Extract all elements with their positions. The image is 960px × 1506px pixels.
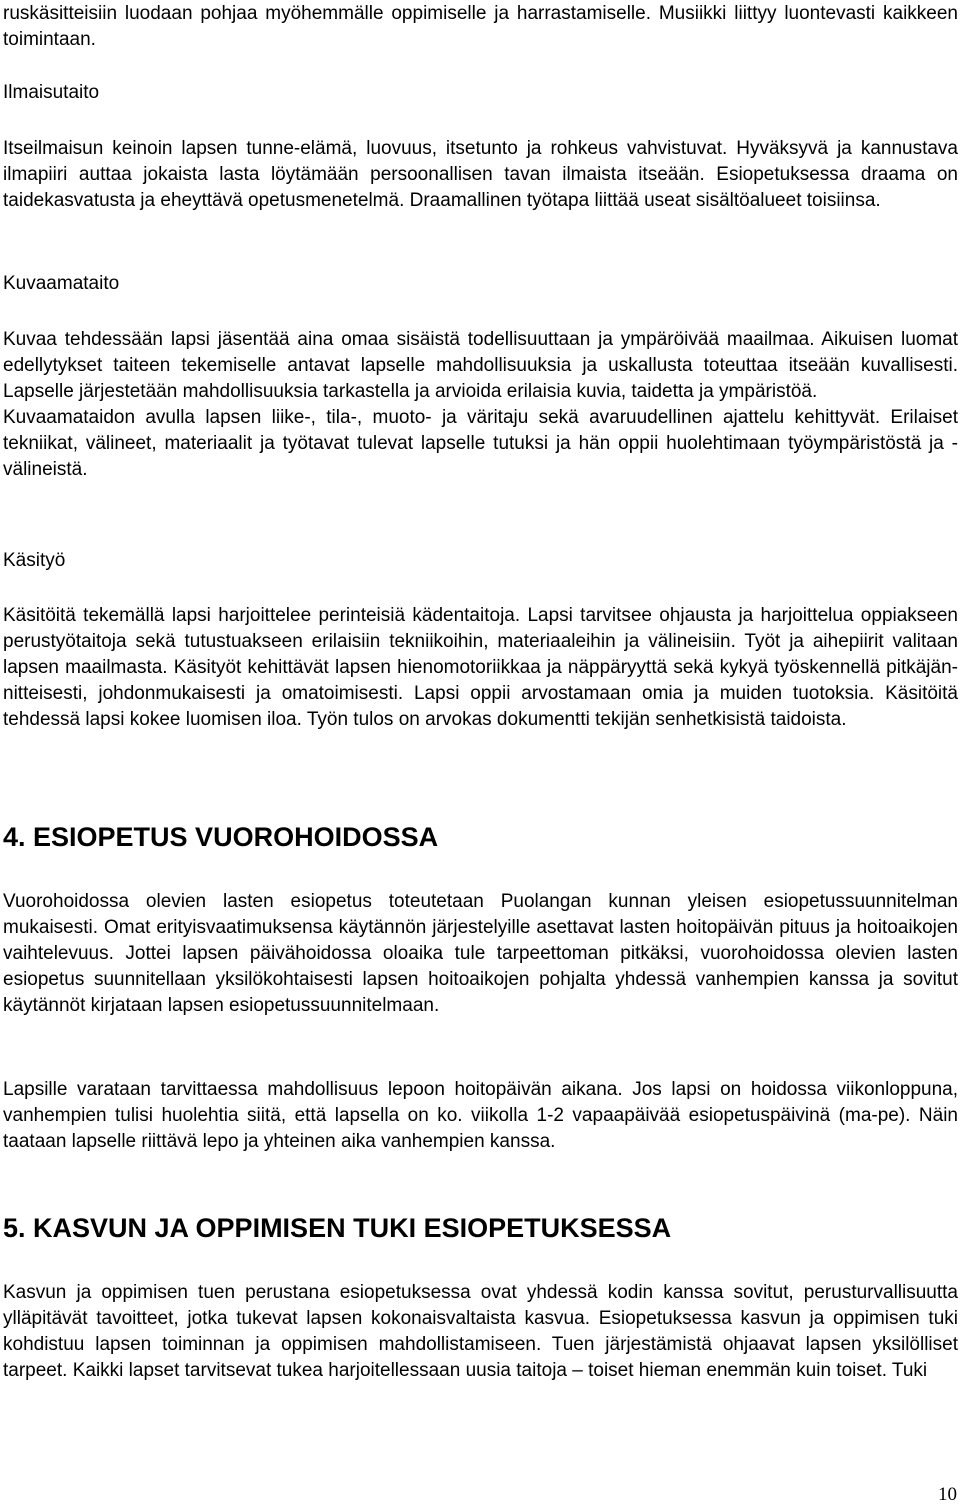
kuvaamataito-paragraph-2: Kuvaamataidon avulla lapsen liike-, tila-, muoto- ja väritaju sekä avaruudellinen ajattelu kehittyvät. Erilaiset tekniikat, välineet, materiaalit ja työtavat tulevat lapselle tutuksi ja hän oppii huolehtimaan työympäristöstä ja -välineistä. xyxy=(3,407,958,480)
section-5-heading: 5. KASVUN JA OPPIMISEN TUKI ESIOPETUKSESSA xyxy=(3,1213,672,1243)
kuvaamataito-paragraph-1: Kuvaa tehdessään lapsi jäsentää aina omaa sisäistä todellisuuttaan ja ympäröivää maailmaa. Aikuisen luomat edellytykset taiteen tekemiselle antavat lapselle mahdollisuuksia ja uskallusta toteuttaa itseään kuvallisesti. Lapselle järjestetään mahdollisuuksia tarkastella ja arvioida erilaisia kuvia, taidetta ja ympäristöä. xyxy=(3,329,958,402)
section-4-heading: 4. ESIOPETUS VUOROHOIDOSSA xyxy=(3,822,439,852)
ilmaisutaito-paragraph: Itseilmaisun keinoin lapsen tunne-elämä, luovuus, itsetunto ja rohkeus vahvistuvat. Hyväksyvä ja kannustava ilmapiiri auttaa jokaista lasta löytämään persoonallisen tavan ilmaista itseään. Esiopetuksessa draama on taidekasvatusta ja eheyttävä opetusmenetelmä. Draamallinen työtapa liittää useat sisältöalueet toisiinsa. xyxy=(3,138,958,211)
section-4-body xyxy=(3,889,958,1019)
section-4-paragraph-2: Lapsille varataan tarvittaessa mahdollisuus lepoon hoitopäivän aikana. Jos lapsi on hoidossa viikonloppuna, vanhempien tulisi huolehtia siitä, että lapsella on ko. viikolla 1-2 vapaapäivää esiopetuspäivinä (ma-pe). Näin taataan lapselle riittävä lepo ja yhteinen aika vanhempien kanssa. xyxy=(3,1079,958,1152)
page-number: 10 xyxy=(938,1484,957,1505)
kuvaamataito-section xyxy=(3,327,958,483)
ilmaisutaito-section xyxy=(3,136,958,214)
ilmaisutaito-title: Ilmaisutaito xyxy=(3,82,100,103)
intro-paragraph: ruskäsitteisiin luodaan pohjaa myöhemmälle oppimiselle ja harrastamiselle. Musiikki liittyy luontevasti kaikkeen toimintaan. xyxy=(3,3,958,50)
kasityo-section xyxy=(3,603,958,733)
section-4-body-2 xyxy=(3,1077,958,1155)
section-5-paragraph: Kasvun ja oppimisen tuen perustana esiopetuksessa ovat yhdessä kodin kanssa sovitut, perusturvallisuutta ylläpitävät tavoitteet, jotka tukevat lapsen kokonaisvaltaista kasvua. Esiopetuksessa kasvun ja oppimisen tuki kohdistuu lapsen toiminnan ja oppimisen mahdollistamiseen. Tuen järjestämistä ohjaavat lapsen yksilölliset tarpeet. Kaikki lapset tarvitsevat tukea harjoitellessaan uusia taitoja – toiset hieman enemmän kuin toiset. Tuki xyxy=(3,1282,958,1381)
kuvaamataito-title: Kuvaamataito xyxy=(3,273,120,294)
section-5-body xyxy=(3,1280,958,1384)
section-4-paragraph-1: Vuorohoidossa olevien lasten esiopetus toteutetaan Puolangan kunnan yleisen esiopetussuunnitelman mukaisesti. Omat erityisvaatimuksensa käytännön järjestelyille asettavat lasten hoitopäivän pituus ja hoitoaikojen vaihtelevuus. Jottei lapsen päivähoidossa oloaika tule tarpeettoman pitkäksi, vuorohoidossa olevien lasten esiopetus suunnitellaan yksilökohtaisesti lapsen hoitoaikojen pohjalta yhdessä vanhempien kanssa ja sovitut käytännöt kirjataan lapsen esiopetussuunnitelmaan. xyxy=(3,891,958,1016)
kasityo-paragraph: Käsitöitä tekemällä lapsi harjoittelee perinteisiä kädentaitoja. Lapsi tarvitsee ohjausta ja harjoittelua oppiakseen perustyötaitoja sekä tutustuakseen erilaisiin tekniikoihin, materiaaleihin ja välineisiin. Työt ja aihepiirit valitaan lapsen maailmasta. Käsityöt kehittävät lapsen hienomotoriikkaa ja näppäryyttä sekä kykyä työskennellä pitkäjännitteisesti, johdonmukaisesti ja omatoimisesti. Lapsi oppii arvostamaan omia ja muiden tuotoksia. Käsitöitä tehdessä lapsi kokee luomisen iloa. Työn tulos on arvokas dokumentti tekijän senhetkisistä taidoista. xyxy=(3,605,958,730)
kasityo-title: Käsityö xyxy=(3,550,66,571)
intro-section xyxy=(3,1,958,53)
